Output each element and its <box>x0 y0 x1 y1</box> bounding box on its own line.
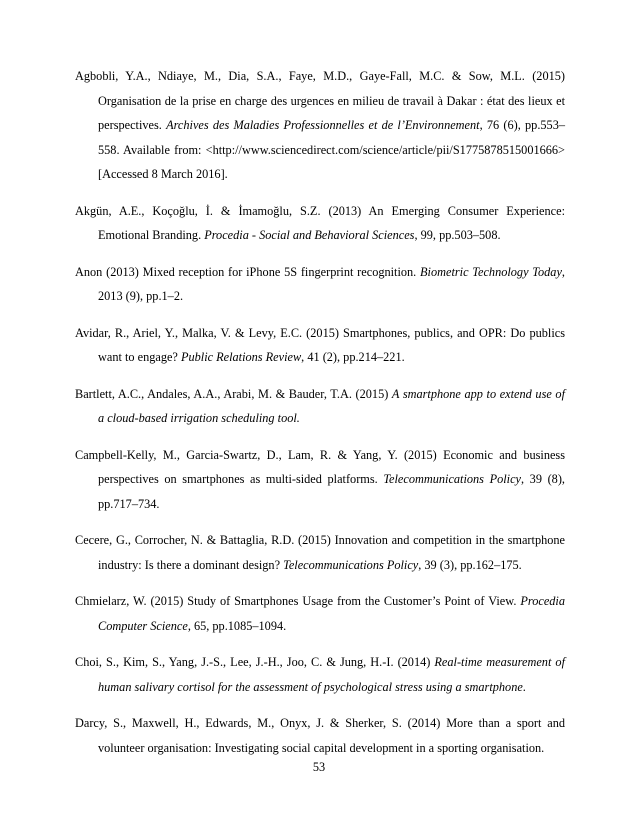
reference-entry <box>75 443 565 517</box>
reference-journal-title: Procedia Computer Science <box>98 594 565 633</box>
reference-text: Anon (2013) Mixed reception for iPhone 5S fingerprint recognition. <box>75 264 421 279</box>
reference-text: Campbell-Kelly, M., Garcia-Swartz, D., Lam, R. & Yang, Y. (2015) Economic and business perspectives on smartphones as multi-sided platforms. <box>75 447 565 486</box>
reference-text: Darcy, S., Maxwell, H., Edwards, M., Onyx, J. & Sherker, S. (2014) More than a sport and volunteer organisation: Investigating social capital development in a sporting organisation. <box>75 716 565 755</box>
reference-entry <box>75 199 565 248</box>
reference-text: Akgün, A.E., Koçoğlu, İ. & İmamoğlu, S.Z. (2013) An Emerging Consumer Experience: Emotional Branding. <box>75 203 565 242</box>
reference-entry <box>75 260 565 309</box>
reference-text: Avidar, R., Ariel, Y., Malka, V. & Levy, E.C. (2015) Smartphones, publics, and OPR: Do publics want to engage? <box>75 325 565 364</box>
reference-journal-title: Biometric Technology Today <box>420 264 562 279</box>
reference-text: Agbobli, Y.A., Ndiaye, M., Dia, S.A., Faye, M.D., Gaye-Fall, M.C. & Sow, M.L. (2015) Organisation de la prise en charge des urgences en milieu de travail à Dakar : état des lieux et perspectives. <box>75 69 565 132</box>
reference-text: Choi, S., Kim, S., Yang, J.-S., Lee, J.-H., Joo, C. & Jung, H.-I. (2014) <box>75 655 435 669</box>
reference-list <box>75 64 565 772</box>
reference-journal-title: Procedia - Social and Behavioral Sciences <box>204 228 415 242</box>
reference-entry <box>75 589 565 638</box>
reference-journal-title: Telecommunications Policy <box>383 472 521 486</box>
reference-journal-title: Telecommunications Policy <box>283 557 419 572</box>
reference-details: , 65, pp.1085–1094. <box>187 618 287 633</box>
reference-journal-title: Real-time measurement of human salivary cortisol for the assessment of psychological stress using a smartphone <box>98 655 565 694</box>
reference-entry <box>75 382 565 431</box>
reference-entry <box>75 711 565 760</box>
reference-text: Bartlett, A.C., Andales, A.A., Arabi, M. & Bauder, T.A. (2015) <box>75 386 392 401</box>
reference-entry <box>75 528 565 577</box>
reference-details: , 39 (8), pp.717–734. <box>98 472 565 511</box>
reference-journal-title: Archives des Maladies Professionnelles et de l’Environnement <box>166 118 480 132</box>
reference-journal-title: Public Relations Review <box>180 350 302 364</box>
reference-details: , 76 (6), pp.553–558. Available from: <http://www.sciencedirect.com/science/article/pii/S1775878515001666> [Accessed 8 March 2016]. <box>98 118 565 181</box>
reference-details: , 39 (3), pp.162–175. <box>418 557 522 572</box>
reference-details: , 2013 (9), pp.1–2. <box>98 264 565 303</box>
page-number: 53 <box>312 760 326 774</box>
reference-details: , 99, pp.503–508. <box>414 228 501 242</box>
reference-details: . <box>522 679 526 694</box>
reference-entry <box>75 64 565 187</box>
reference-journal-title: A smartphone app to extend use of a cloud-based irrigation scheduling tool. <box>98 386 565 425</box>
reference-entry <box>75 650 565 699</box>
reference-details: , 41 (2), pp.214–221. <box>301 350 405 364</box>
reference-text: Chmielarz, W. (2015) Study of Smartphones Usage from the Customer’s Point of View. <box>75 594 521 608</box>
reference-text: Cecere, G., Corrocher, N. & Battaglia, R.D. (2015) Innovation and competition in the smartphone industry: Is there a dominant design? <box>75 533 565 572</box>
reference-entry <box>75 321 565 370</box>
